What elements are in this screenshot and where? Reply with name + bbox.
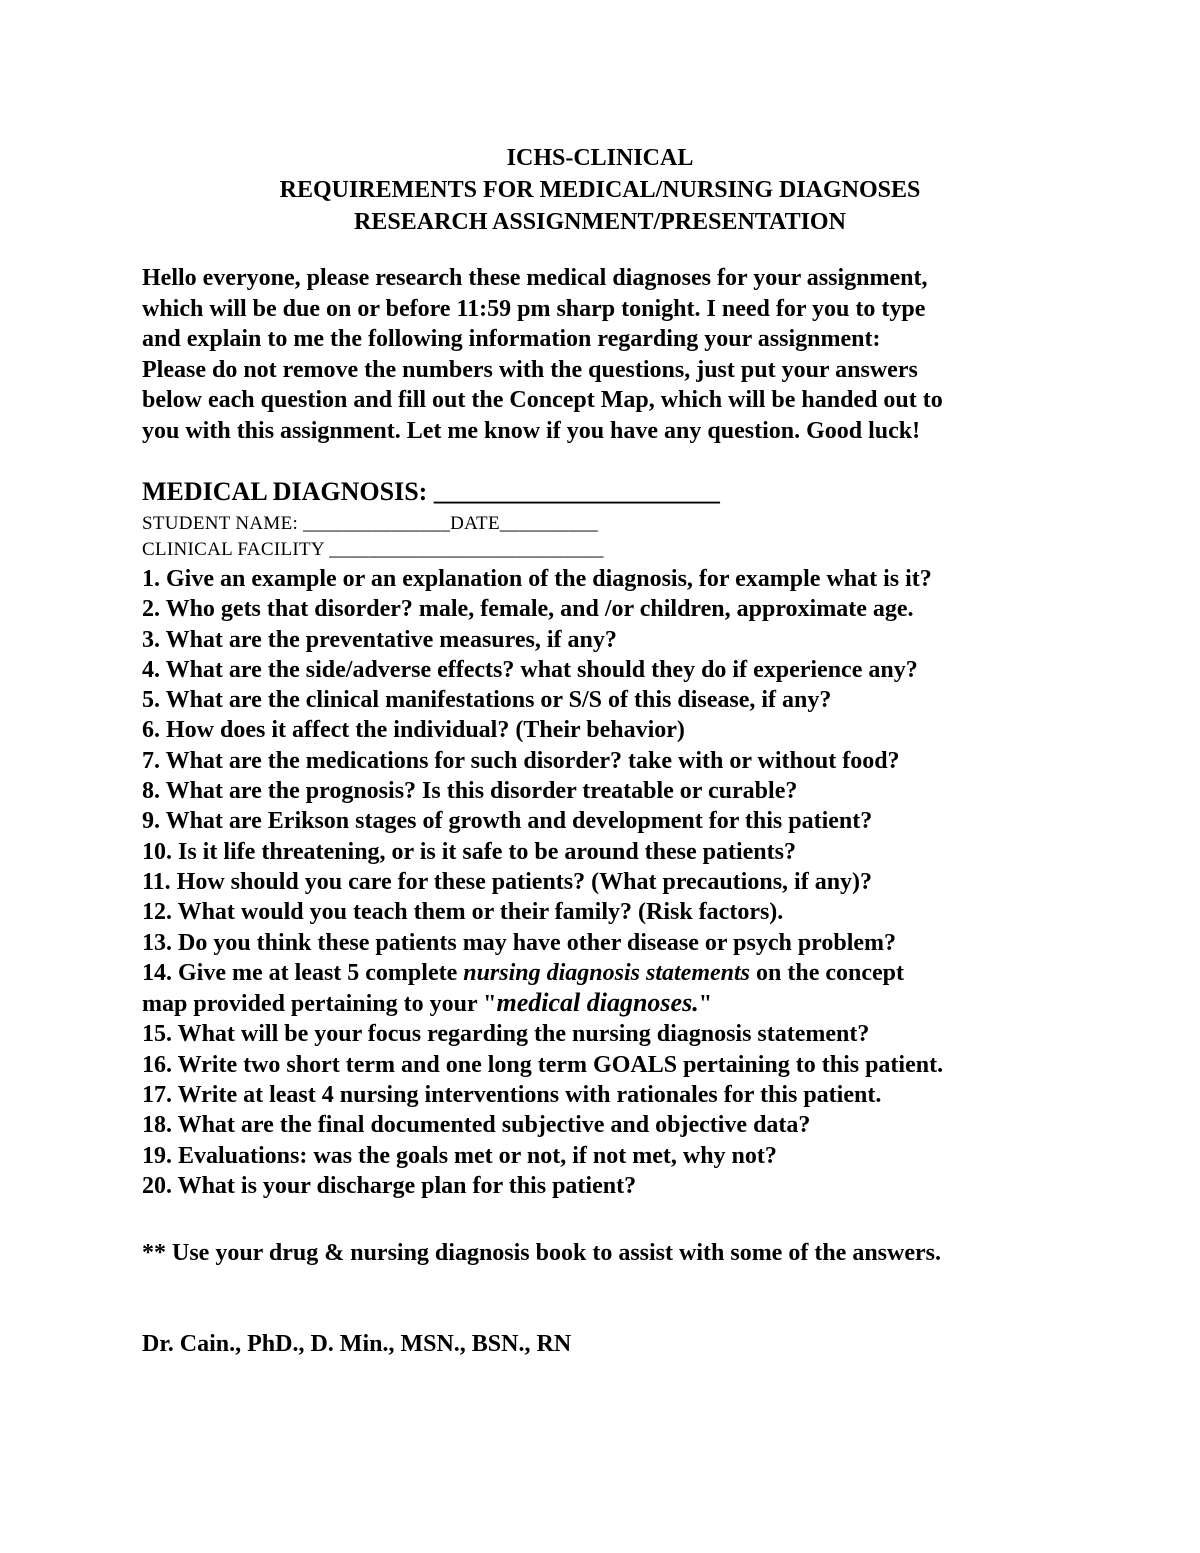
clinical-facility-field: CLINICAL FACILITY ____________________________: [142, 539, 604, 560]
question-item: 9. What are Erikson stages of growth and development for this patient?: [142, 808, 873, 835]
intro-line: you with this assignment. Let me know if you have any question. Good luck!: [142, 417, 921, 444]
question-item: 20. What is your discharge plan for this patient?: [142, 1172, 637, 1199]
intro-line: Please do not remove the numbers with the questions, just put your answers: [142, 356, 918, 383]
signature-line: Dr. Cain., PhD., D. Min., MSN., BSN., RN: [142, 1331, 572, 1357]
question-item: 8. What are the prognosis? Is this disorder treatable or curable?: [142, 778, 798, 805]
question-item: 1. Give an example or an explanation of the diagnosis, for example what is it?: [142, 566, 932, 592]
question-14-text-end: on the concept: [750, 959, 904, 986]
question-item: 2. Who gets that disorder? male, female, and /or children, approximate age.: [142, 596, 914, 623]
question-item: 4. What are the side/adverse effects? what should they do if experience any?: [142, 656, 918, 683]
student-name-date-field: STUDENT NAME: _______________DATE__________: [142, 513, 598, 534]
question-14-line2-close: ": [698, 991, 713, 1018]
intro-line: which will be due on or before 11:59 pm sharp tonight. I need for you to type: [142, 295, 926, 322]
question-item: 13. Do you think these patients may have other disease or psych problem?: [142, 929, 897, 956]
question-item: 18. What are the final documented subjective and objective data?: [142, 1112, 811, 1139]
question-14-text: 14. Give me at least 5 complete: [142, 959, 464, 986]
question-item-14: [142, 958, 1082, 988]
question-item: 19. Evaluations: was the goals met or not, if not met, why not?: [142, 1142, 777, 1169]
question-item: 7. What are the medications for such disorder? take with or without food?: [142, 747, 900, 774]
question-item: 3. What are the preventative measures, if any?: [142, 626, 617, 653]
intro-paragraph: [142, 263, 1072, 446]
medical-diagnosis-field: MEDICAL DIAGNOSIS: ______________________: [142, 477, 720, 506]
question-item: 5. What are the clinical manifestations or S/S of this disease, if any?: [142, 687, 832, 714]
question-item: 11. How should you care for these patients? (What precautions, if any)?: [142, 868, 873, 895]
intro-line: below each question and fill out the Concept Map, which will be handed out to: [142, 387, 943, 413]
question-item: 6. How does it affect the individual? (Their behavior): [142, 717, 685, 744]
question-list: [142, 564, 1082, 1201]
intro-line: and explain to me the following information regarding your assignment:: [142, 326, 881, 352]
footnote: ** Use your drug & nursing diagnosis book to assist with some of the answers.: [142, 1240, 941, 1266]
question-item: 10. Is it life threatening, or is it safe to be around these patients?: [142, 838, 796, 865]
question-item-14-continued: [142, 988, 1082, 1019]
title-line-1: ICHS-CLINICAL: [506, 145, 694, 171]
question-item: 15. What will be your focus regarding the nursing diagnosis statement?: [142, 1021, 870, 1048]
intro-line: Hello everyone, please research these medical diagnoses for your assignment,: [142, 265, 928, 291]
title-line-3: RESEARCH ASSIGNMENT/PRESENTATION: [354, 209, 846, 235]
question-14-line2-text: map provided pertaining to your ": [142, 991, 497, 1018]
question-item: 12. What would you teach them or their family? (Risk factors).: [142, 899, 784, 926]
question-item: 17. Write at least 4 nursing interventions with rationales for this patient.: [142, 1082, 882, 1109]
question-item: 16. Write two short term and one long term GOALS pertaining to this patient.: [142, 1051, 944, 1078]
question-14-line2-emphasis: medical diagnoses.: [496, 988, 699, 1018]
title-line-2: REQUIREMENTS FOR MEDICAL/NURSING DIAGNOSES: [279, 177, 921, 203]
document-title: [0, 142, 1200, 238]
question-14-emphasis: nursing diagnosis statements: [463, 959, 750, 986]
